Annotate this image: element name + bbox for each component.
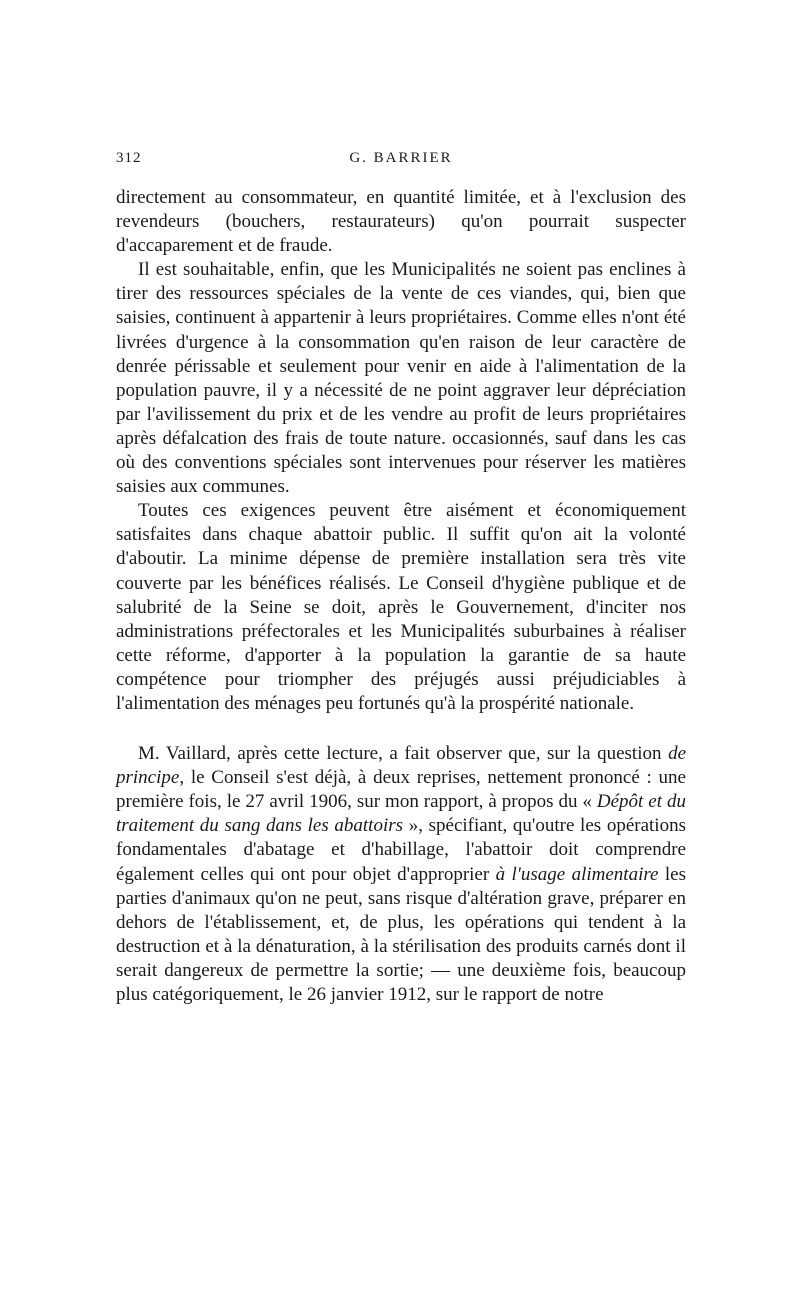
paragraph-exigences: Toutes ces exigences peuvent être aisément et économiquement satisfaites dans chaque abattoir public. Il suffit qu'on ait la volonté d'aboutir. La minime dépense de première installation sera très vite couverte par les bénéfices réalisés. Le Conseil d'hygiène publique et de salubrité de la Seine se doit, après le Gouvernement, d'inciter nos administrations préfectorales et les Municipalités suburbaines à réaliser cette réforme, d'apporter à la population la garantie de sa haute compétence pour triompher des préjugés aussi préjudiciables à l'alimentation des ménages peu fortunés qu'à la prospérité nationale. <box>116 500 686 714</box>
text-segment: , le Conseil s'est déjà, à deux reprises, nettement prononcé : une première fois, le 27 avril 1906, sur mon rapport, à propos du « <box>116 767 686 813</box>
running-head-author: G. BARRIER <box>349 150 453 166</box>
book-page <box>116 150 686 1007</box>
italic-segment: à l'usage alimentaire <box>495 863 659 885</box>
paragraph-continuation: directement au consommateur, en quantité limitée, et à l'exclusion des revendeurs (bouchers, restaurateurs) qu'on pourrait suspecter d'accaparement et de fraude. <box>116 187 686 257</box>
paragraph-municipalites: Il est souhaitable, enfin, que les Municipalités ne soient pas enclines à tirer des ressources spéciales de la vente de ces viandes, qui, bien que saisies, continuent à appartenir à leurs propriétaires. Comme elles n'ont été livrées d'urgence à la consommation qu'en raison de leur caractère de denrée périssable et seulement pour venir en aide à l'alimentation de la population pauvre, il y a nécessité de ne point aggraver leur dépréciation par l'avilissement du prix et de les vendre au profit de leurs propriétaires après défalcation des frais de toute nature. occasionnés, sauf dans les cas où des conventions spéciales sont intervenues pour réserver les matières saisies aux communes. <box>116 259 686 498</box>
page-number: 312 <box>116 150 142 166</box>
text-segment: », spécifiant, qu'outre les opérations fondamentales d'abatage et d'habillage, l'abattoir doit comprendre également celles qui ont pour objet d'approprier <box>116 815 686 885</box>
running-head <box>116 150 686 176</box>
paragraph-vaillard <box>116 742 686 1007</box>
body-text <box>116 186 686 1007</box>
italic-segment: Dépôt et du traitement du sang dans les abattoirs <box>116 791 686 837</box>
text-segment: M. Vaillard, après cette lecture, a fait observer que, sur la question <box>138 743 669 765</box>
italic-segment: de principe <box>116 743 686 789</box>
text-segment: les parties d'animaux qu'on ne peut, sans risque d'altération grave, préparer en dehors de l'établissement, et, de plus, les opérations qui tendent à la destruction et à la dénaturation, à la stérilisation des produits carnés dont il serait dangereux de permettre la sortie; — une deuxième fois, beaucoup plus catégoriquement, le 26 janvier 1912, sur le rapport de notre <box>116 863 687 1005</box>
